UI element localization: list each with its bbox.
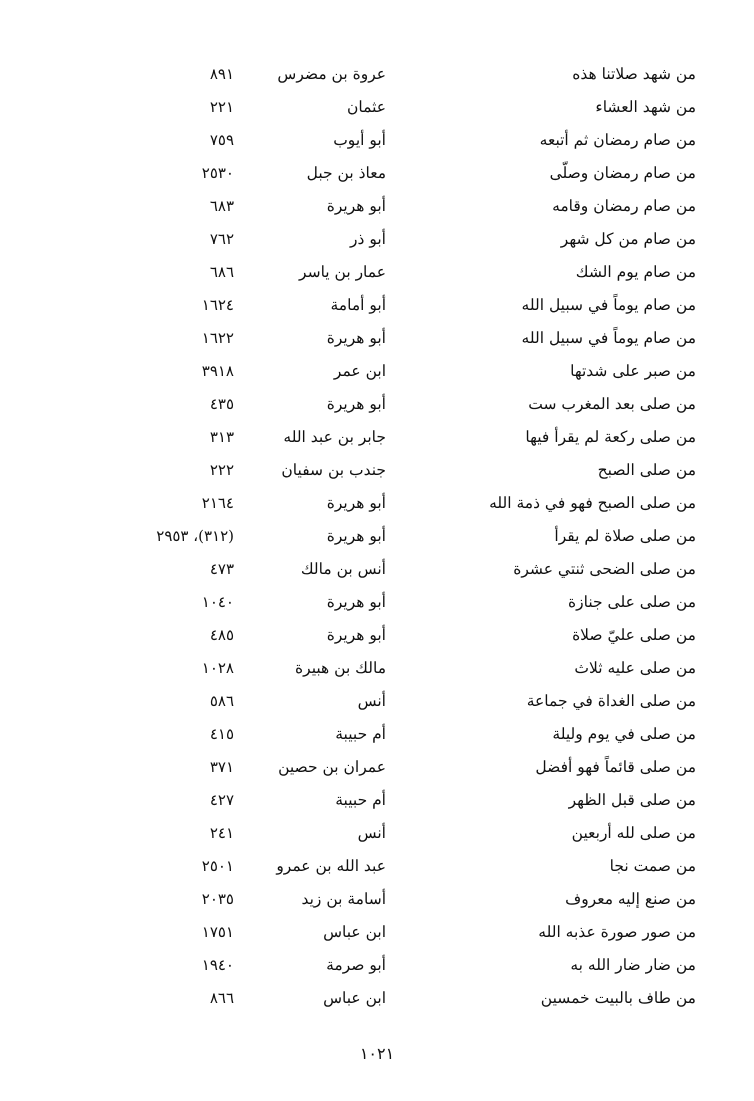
hadith-number: ٤٧٣ — [209, 560, 234, 578]
index-row — [0, 586, 754, 619]
narrator-name: جندب بن سفيان — [281, 461, 386, 479]
narrator-name: أبو هريرة — [326, 197, 386, 215]
index-row — [0, 91, 754, 124]
hadith-text: من شهد العشاء — [595, 98, 696, 116]
hadith-number: ١٧٥١ — [201, 923, 234, 941]
hadith-text: من شهد صلاتنا هذه — [572, 65, 696, 83]
hadith-number: ١٦٢٢ — [201, 329, 234, 347]
index-row — [0, 619, 754, 652]
narrator-name: عمران بن حصين — [278, 758, 386, 776]
narrator-name: معاذ بن جبل — [306, 164, 386, 182]
hadith-number: (٣١٢)، ٢٩٥٣ — [156, 527, 234, 545]
index-row — [0, 883, 754, 916]
narrator-name: عمار بن ياسر — [299, 263, 386, 281]
narrator-name: أبو هريرة — [326, 494, 386, 512]
narrator-name: أبو هريرة — [326, 527, 386, 545]
narrator-name: أم حبيبة — [335, 725, 386, 743]
narrator-name: ابن عمر — [333, 362, 386, 380]
index-row — [0, 487, 754, 520]
hadith-text: من صلى في يوم وليلة — [552, 725, 696, 743]
narrator-name: أنس بن مالك — [300, 560, 386, 578]
hadith-number: ٦٨٦ — [209, 263, 234, 281]
index-row — [0, 850, 754, 883]
index-row — [0, 553, 754, 586]
hadith-text: من صنع إليه معروف — [565, 890, 696, 908]
hadith-number: ٥٨٦ — [209, 692, 234, 710]
index-row — [0, 421, 754, 454]
hadith-number: ١٦٢٤ — [201, 296, 234, 314]
hadith-text: من صلى قائماً فهو أفضل — [535, 758, 696, 776]
hadith-number: ٢٥٣٠ — [201, 164, 234, 182]
hadith-text: من صلى على جنازة — [568, 593, 696, 611]
index-row — [0, 355, 754, 388]
narrator-name: ابن عباس — [323, 989, 386, 1007]
hadith-text: من صام رمضان ثم أتبعه — [539, 131, 696, 149]
hadith-text: من صام رمضان وقامه — [552, 197, 696, 215]
hadith-number: ٧٥٩ — [209, 131, 234, 149]
narrator-name: أبو هريرة — [326, 395, 386, 413]
index-row — [0, 784, 754, 817]
index-row — [0, 454, 754, 487]
hadith-number: ١٩٤٠ — [201, 956, 234, 974]
hadith-number: ٢٠٣٥ — [201, 890, 234, 908]
index-row — [0, 652, 754, 685]
narrator-name: عروة بن مضرس — [277, 65, 386, 83]
narrator-name: أبو ذر — [350, 230, 386, 248]
narrator-name: جابر بن عبد الله — [283, 428, 386, 446]
index-row — [0, 751, 754, 784]
hadith-text: من صلى الضحى ثنتي عشرة — [513, 560, 696, 578]
hadith-text: من صمت نجا — [609, 857, 696, 875]
hadith-number: ٧٦٢ — [209, 230, 234, 248]
narrator-name: أبو هريرة — [326, 593, 386, 611]
hadith-number: ٨٩١ — [209, 65, 234, 83]
narrator-name: أسامة بن زيد — [301, 890, 386, 908]
narrator-name: أبو هريرة — [326, 626, 386, 644]
hadith-number: ٢٢١ — [209, 98, 234, 116]
hadith-number: ٢٥٠١ — [201, 857, 234, 875]
index-row — [0, 817, 754, 850]
hadith-text: من صلى قبل الظهر — [568, 791, 696, 809]
hadith-text: من صام رمضان وصلّى — [549, 164, 696, 182]
hadith-text: من ضار ضار الله به — [570, 956, 696, 974]
hadith-number: ٤٨٥ — [209, 626, 234, 644]
hadith-text: من صلى بعد المغرب ست — [528, 395, 696, 413]
hadith-text: من صام يوماً في سبيل الله — [521, 329, 696, 347]
hadith-number: ٤٢٧ — [209, 791, 234, 809]
narrator-name: عثمان — [347, 98, 386, 116]
index-row — [0, 322, 754, 355]
hadith-text: من صلى ركعة لم يقرأ فيها — [525, 428, 696, 446]
hadith-text: من صور صورة عذبه الله — [538, 923, 696, 941]
narrator-name: أبو أمامة — [330, 296, 386, 314]
index-row — [0, 982, 754, 1015]
hadith-text: من طاف بالبيت خمسين — [540, 989, 696, 1007]
hadith-number: ١٠٤٠ — [201, 593, 234, 611]
hadith-text: من صبر على شدتها — [570, 362, 696, 380]
hadith-text: من صلى صلاة لم يقرأ — [554, 527, 696, 545]
hadith-number: ٣٩١٨ — [201, 362, 234, 380]
hadith-text: من صلى الغداة في جماعة — [526, 692, 696, 710]
hadith-number: ٢٢٢ — [209, 461, 234, 479]
narrator-name: أنس — [357, 824, 386, 842]
hadith-text: من صام يوماً في سبيل الله — [521, 296, 696, 314]
index-row — [0, 190, 754, 223]
hadith-text: من صلى لله أربعين — [571, 824, 696, 842]
hadith-number: ٣١٣ — [209, 428, 234, 446]
index-row — [0, 949, 754, 982]
index-table — [0, 58, 754, 1015]
hadith-number: ٢٤١ — [209, 824, 234, 842]
page-number: ١٠٢١ — [359, 1044, 395, 1063]
index-row — [0, 718, 754, 751]
hadith-number: ٣٧١ — [209, 758, 234, 776]
index-row — [0, 124, 754, 157]
narrator-name: عبد الله بن عمرو — [276, 857, 386, 875]
index-row — [0, 685, 754, 718]
index-row — [0, 58, 754, 91]
index-row — [0, 256, 754, 289]
index-row — [0, 520, 754, 553]
hadith-text: من صلى الصبح — [597, 461, 696, 479]
hadith-number: ٤٣٥ — [209, 395, 234, 413]
index-row — [0, 289, 754, 322]
narrator-name: أنس — [357, 692, 386, 710]
hadith-number: ٤١٥ — [209, 725, 234, 743]
hadith-number: ٢١٦٤ — [201, 494, 234, 512]
narrator-name: أبو هريرة — [326, 329, 386, 347]
hadith-number: ٨٦٦ — [209, 989, 234, 1007]
hadith-text: من صام يوم الشك — [575, 263, 696, 281]
narrator-name: أبو صرمة — [326, 956, 386, 974]
hadith-text: من صلى الصبح فهو في ذمة الله — [489, 494, 696, 512]
hadith-number: ١٠٢٨ — [201, 659, 234, 677]
index-row — [0, 388, 754, 421]
narrator-name: أبو أيوب — [333, 131, 386, 149]
index-row — [0, 157, 754, 190]
hadith-text: من صام من كل شهر — [560, 230, 696, 248]
narrator-name: مالك بن هبيرة — [295, 659, 386, 677]
hadith-text: من صلى عليّ صلاة — [572, 626, 696, 644]
narrator-name: ابن عباس — [323, 923, 386, 941]
index-row — [0, 916, 754, 949]
narrator-name: أم حبيبة — [335, 791, 386, 809]
index-row — [0, 223, 754, 256]
hadith-number: ٦٨٣ — [209, 197, 234, 215]
hadith-text: من صلى عليه ثلاث — [574, 659, 696, 677]
